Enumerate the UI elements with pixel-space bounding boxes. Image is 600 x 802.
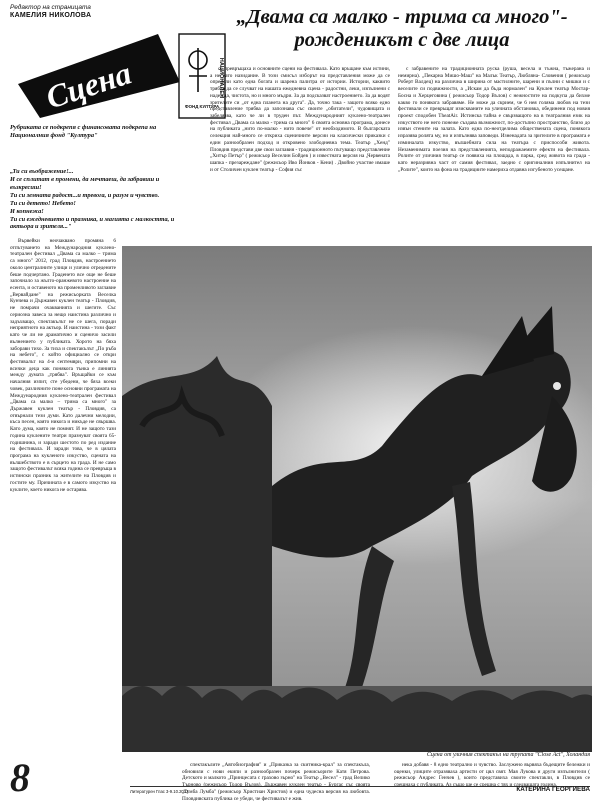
street-theatre-photo xyxy=(122,246,592,752)
article-text: се превръщаха и основните сцени на фестивала. Като връщане към истини, а не като назидание. В този смисъл изборът на представления може да се определи като една богата и шарена палитра от истории. Истории, каквито трябва да се случват на нашата ежедневна сцена - радостни, леки, изпълнени с надежда, чистота, но и много мъдри. За да подсказват настроението. За да водят зрителите си „от една планета на друга". Да, точно така - защото всяко едно представление трябва да запознава със своите „обитатели", чудовищата и забелязва, като че ли в труден път. Международният куклено-театрален фестивал „Двама са малко - трима са много" 6 своята основна програма, донесе на публиката „нито по-малко - нито повече" от необходимото. В българската селекция най-много се откриха сценичните версии на класически приказки с един разнообразен подход и откровено злободневна тема. Театър „Хенд" Пловдив представи две свои заглавия - традиционното пътуващо представление „Хитър Петър" ( режисьор Веселин Бойдев ) и известната версия на „Червената шапка - презареждане" (режисьор Иво Йонков - Кени) . Двойно участие имаше и от Столичен куклен театър - София със xyxy=(210,66,390,173)
page-number: 8 xyxy=(10,755,30,800)
editor-role: Редактор на страницата xyxy=(10,4,91,11)
photo-illustration xyxy=(122,246,592,752)
article-author: КАТЕРИНА ГЕОРГИЕВА xyxy=(516,786,590,793)
article-text: Вървейки неочаквано промяна 6 отпътуването на Международния куклено-театрален фестивал „Двама са малко – трима са много" 2012, град Пловдив, настроението около централните улици и улично отредените беше подчертано. Граденето все още не беше започнало за жълто-оранжевото настроение на есента, и оставеното на променливото заглавие „Вервайдане" на режисьорката Веселка Кунчева и Държавен куклен театър - Пловдив, не помрачи очакванията и шегите. Със сериозна завеса за нещо наистина различно и задъхващо, спектакълът не се шега, поради неприятното на актьор. И наистина - този факт като че ли не драматично и сценичо засили вълнението у публиката. Хорото на бяха заборави тихо. За тиха и спектакълът „По ръба на небето", с който официално се откри фестивалът на 4-и септември, припомни на всички деца как понякога тънка е линията между думата „трябва". Връщайки се към началния изпит, сте убедени, че бяха всеки човек, различните поне основни програмата на Международния куклено-театрален фестивал „Двама са малко – трима са много" за Държавен куклен театър - Пловдив, са отвърнали тези думи. Като далечни мелодии, къса песен, която никога и никъде не свършва. Като дума, която не помнят. И не защото тази година куклените театри празнуват своята 65-годишнина, и заради шестото по ред издание на фестивала. И заради това, че в цялата програма на кукленото изкуство, сцената на вълшебството е в сърцето на града. И не само защото фестивалът всяка година се превръща в истински празник за жителите на Пловдив и гостите му. Причината е в самото изкуство на куклите, което никога не остарява. xyxy=(10,238,116,493)
logo-bottom-text: ФОНД КУЛТУРА xyxy=(184,104,220,109)
crowd-heads xyxy=(122,685,592,752)
footer-text: Литературен Глас 3-9.10.2012 xyxy=(130,789,189,794)
article-headline: „Двама са малко - трима са много"- рожденикът с две лица xyxy=(236,6,568,51)
article-text: нека добавя - 8 едно театрално и чувство. Заслужено вървяха бъдещите бележки и оценки, улиците отразяваха артисти от цял свят. Мая Лукова и други изпълнители ( режисьор Андрес Генчев ), които представиха своите спектакли, в Пловдив се срещнаха с публиката. Аз също ще се срещна с тях и следващата година. xyxy=(394,762,590,789)
poem-line: възкресиш! xyxy=(10,183,42,191)
article-column-bottom-mid xyxy=(182,762,370,802)
article-text: спектакълите „Автобиография" и „Приказка за скитника-крал" за спектакъла, обновили с нови екипи и разнообразен почерк режисьорите Катя Петрова. Детското и малкото „Принцесата с грахово зърно" на Театър „Весел" - град Велико Търново (режисьор Тодор Вълов). Държавен куклен театър - Бургас със своята „Тумба Лумба" (режисьор Христиан Христов) и една чудесна версия на любовта. Пловдивската публика се убеди, че фестивалът е жив. xyxy=(182,762,370,802)
section-title: Сцена xyxy=(41,54,136,116)
poem-line: И се сплитат в промени, да мечтаеш, да забравиш и xyxy=(10,175,160,183)
poem-line: Ти си детето! Небето! xyxy=(10,199,76,207)
poem-line: актьора и зрителя..." xyxy=(10,223,72,231)
epigraph-poem xyxy=(10,168,206,231)
poem-line: Ти си ежедневието и празника, и магията с малкостта, и xyxy=(10,215,175,223)
logo-top-text: НАЦИОНАЛЕН xyxy=(218,57,224,99)
section-banner xyxy=(8,22,186,118)
editor-name: КАМЕЛИЯ НИКОЛОВА xyxy=(10,12,92,19)
article-column-mid xyxy=(210,66,390,238)
article-column-left xyxy=(10,238,116,768)
article-column-bottom-right xyxy=(394,762,590,789)
photo-caption: Сцена от уличния спектакъл на трупата "Close Act", Холандия xyxy=(426,752,590,758)
section-banner-graphic xyxy=(8,22,186,118)
dragon-eye xyxy=(553,382,561,390)
sponsor-note: Рубриката се подкрепя с финансовата подкрепа на Националния фонд "Култура" xyxy=(10,124,157,139)
poem-line: И копнежа! xyxy=(10,207,44,215)
poem-line: Ти си земната радост...и тревога, и разум и чувство. xyxy=(10,191,160,199)
article-column-right xyxy=(398,66,590,238)
poem-line: „Ти си въображение!... xyxy=(10,168,74,175)
article-text: с забравените на традиционната руска (руша, весела и тъжна, тъжерана и немирна). „Пекарна Мишо-Маш" на Малък Театър, Любляна- Словения ( режисьор Роберт Валдец) на различна в ширина от мастилните, шарени и пълни с мишки и с веселите си подвижности, а „Искам да бъда нормален" на Куклен театър Мостар- Босна и Херцеговина ( режисьор Тодор Вълов) с нежностите на подкупа да бихме какво го понякога забравяме. Не може да скрием, че 6 нея голяма любов на тези фестивали се превръщат изискваните на уличната обстановка, обединени под новия проект сподобен ТheatAir. Истинска тайна е свързващото на в театралния език на изкуството не него понеже създава възможност, по-достъпно пространство, близо до извън стените на залата. Като една по-неотделима обществената сцена, понякога изразява ролята му, но и изпълнява заповеди. Изненадата за зрителите в програмата е изминалата изкуство, вълшебната сила на театъра с приспособи живота. Незаменимата поезия на представленията, неподражаемите ефекти на фестивала. Ролите от уличния театър се появиха на площада, в парка, сред живота на града - като неразривна част от самия фестивал, заедно с оригиналния изпълнител на „Ролите", които на фона на традициите намериха отдавна изгубеното усещане. xyxy=(398,66,590,173)
